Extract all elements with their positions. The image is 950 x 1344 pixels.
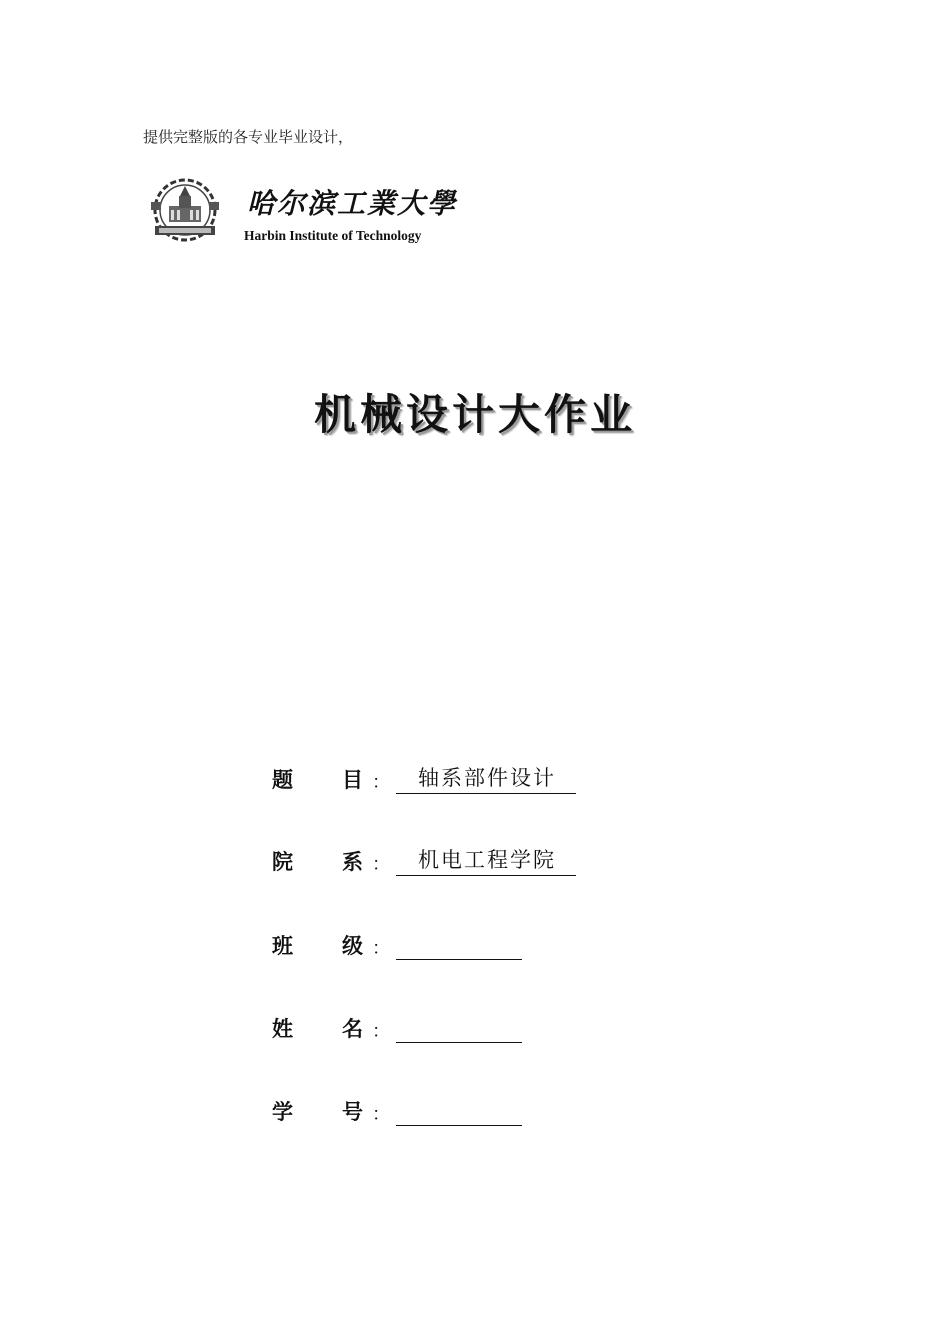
field-label-char-1: 学 [272, 1100, 293, 1124]
name-value [396, 1012, 522, 1043]
field-row-name [272, 1009, 522, 1043]
document-title: 机械设计大作业 [313, 390, 636, 439]
field-colon: ： [372, 854, 390, 875]
field-label [272, 764, 372, 794]
field-label-char-2: 号 [342, 1100, 363, 1124]
field-label-char-1: 班 [272, 934, 293, 958]
field-label-char-1: 姓 [272, 1017, 293, 1041]
field-row-topic [272, 760, 576, 794]
field-label [272, 1013, 372, 1043]
student-id-value [396, 1095, 522, 1126]
field-label-char-1: 院 [272, 850, 293, 874]
field-row-class [272, 926, 522, 960]
field-label-char-2: 名 [342, 1017, 363, 1041]
university-name-cn: 哈尔滨工業大學 [247, 187, 458, 220]
field-label-char-2: 目 [342, 768, 363, 792]
field-label-char-1: 题 [272, 768, 293, 792]
field-row-department [272, 842, 576, 876]
university-logo [147, 176, 458, 246]
field-colon: ： [372, 1104, 390, 1125]
field-label-char-2: 系 [342, 850, 363, 874]
field-label [272, 930, 372, 960]
department-value: 机电工程学院 [396, 845, 576, 876]
header-note: 提供完整版的各专业毕业设计， [143, 128, 354, 146]
field-label-char-2: 级 [342, 934, 363, 958]
topic-value: 轴系部件设计 [396, 763, 576, 794]
field-colon: ： [372, 938, 390, 959]
university-seal-icon [147, 176, 223, 244]
university-name-en: Harbin Institute of Technology [244, 228, 422, 243]
field-label [272, 846, 372, 876]
field-colon: ： [372, 772, 390, 793]
field-row-student-id [272, 1092, 522, 1126]
field-colon: ： [372, 1021, 390, 1042]
field-label [272, 1096, 372, 1126]
class-value [396, 929, 522, 960]
